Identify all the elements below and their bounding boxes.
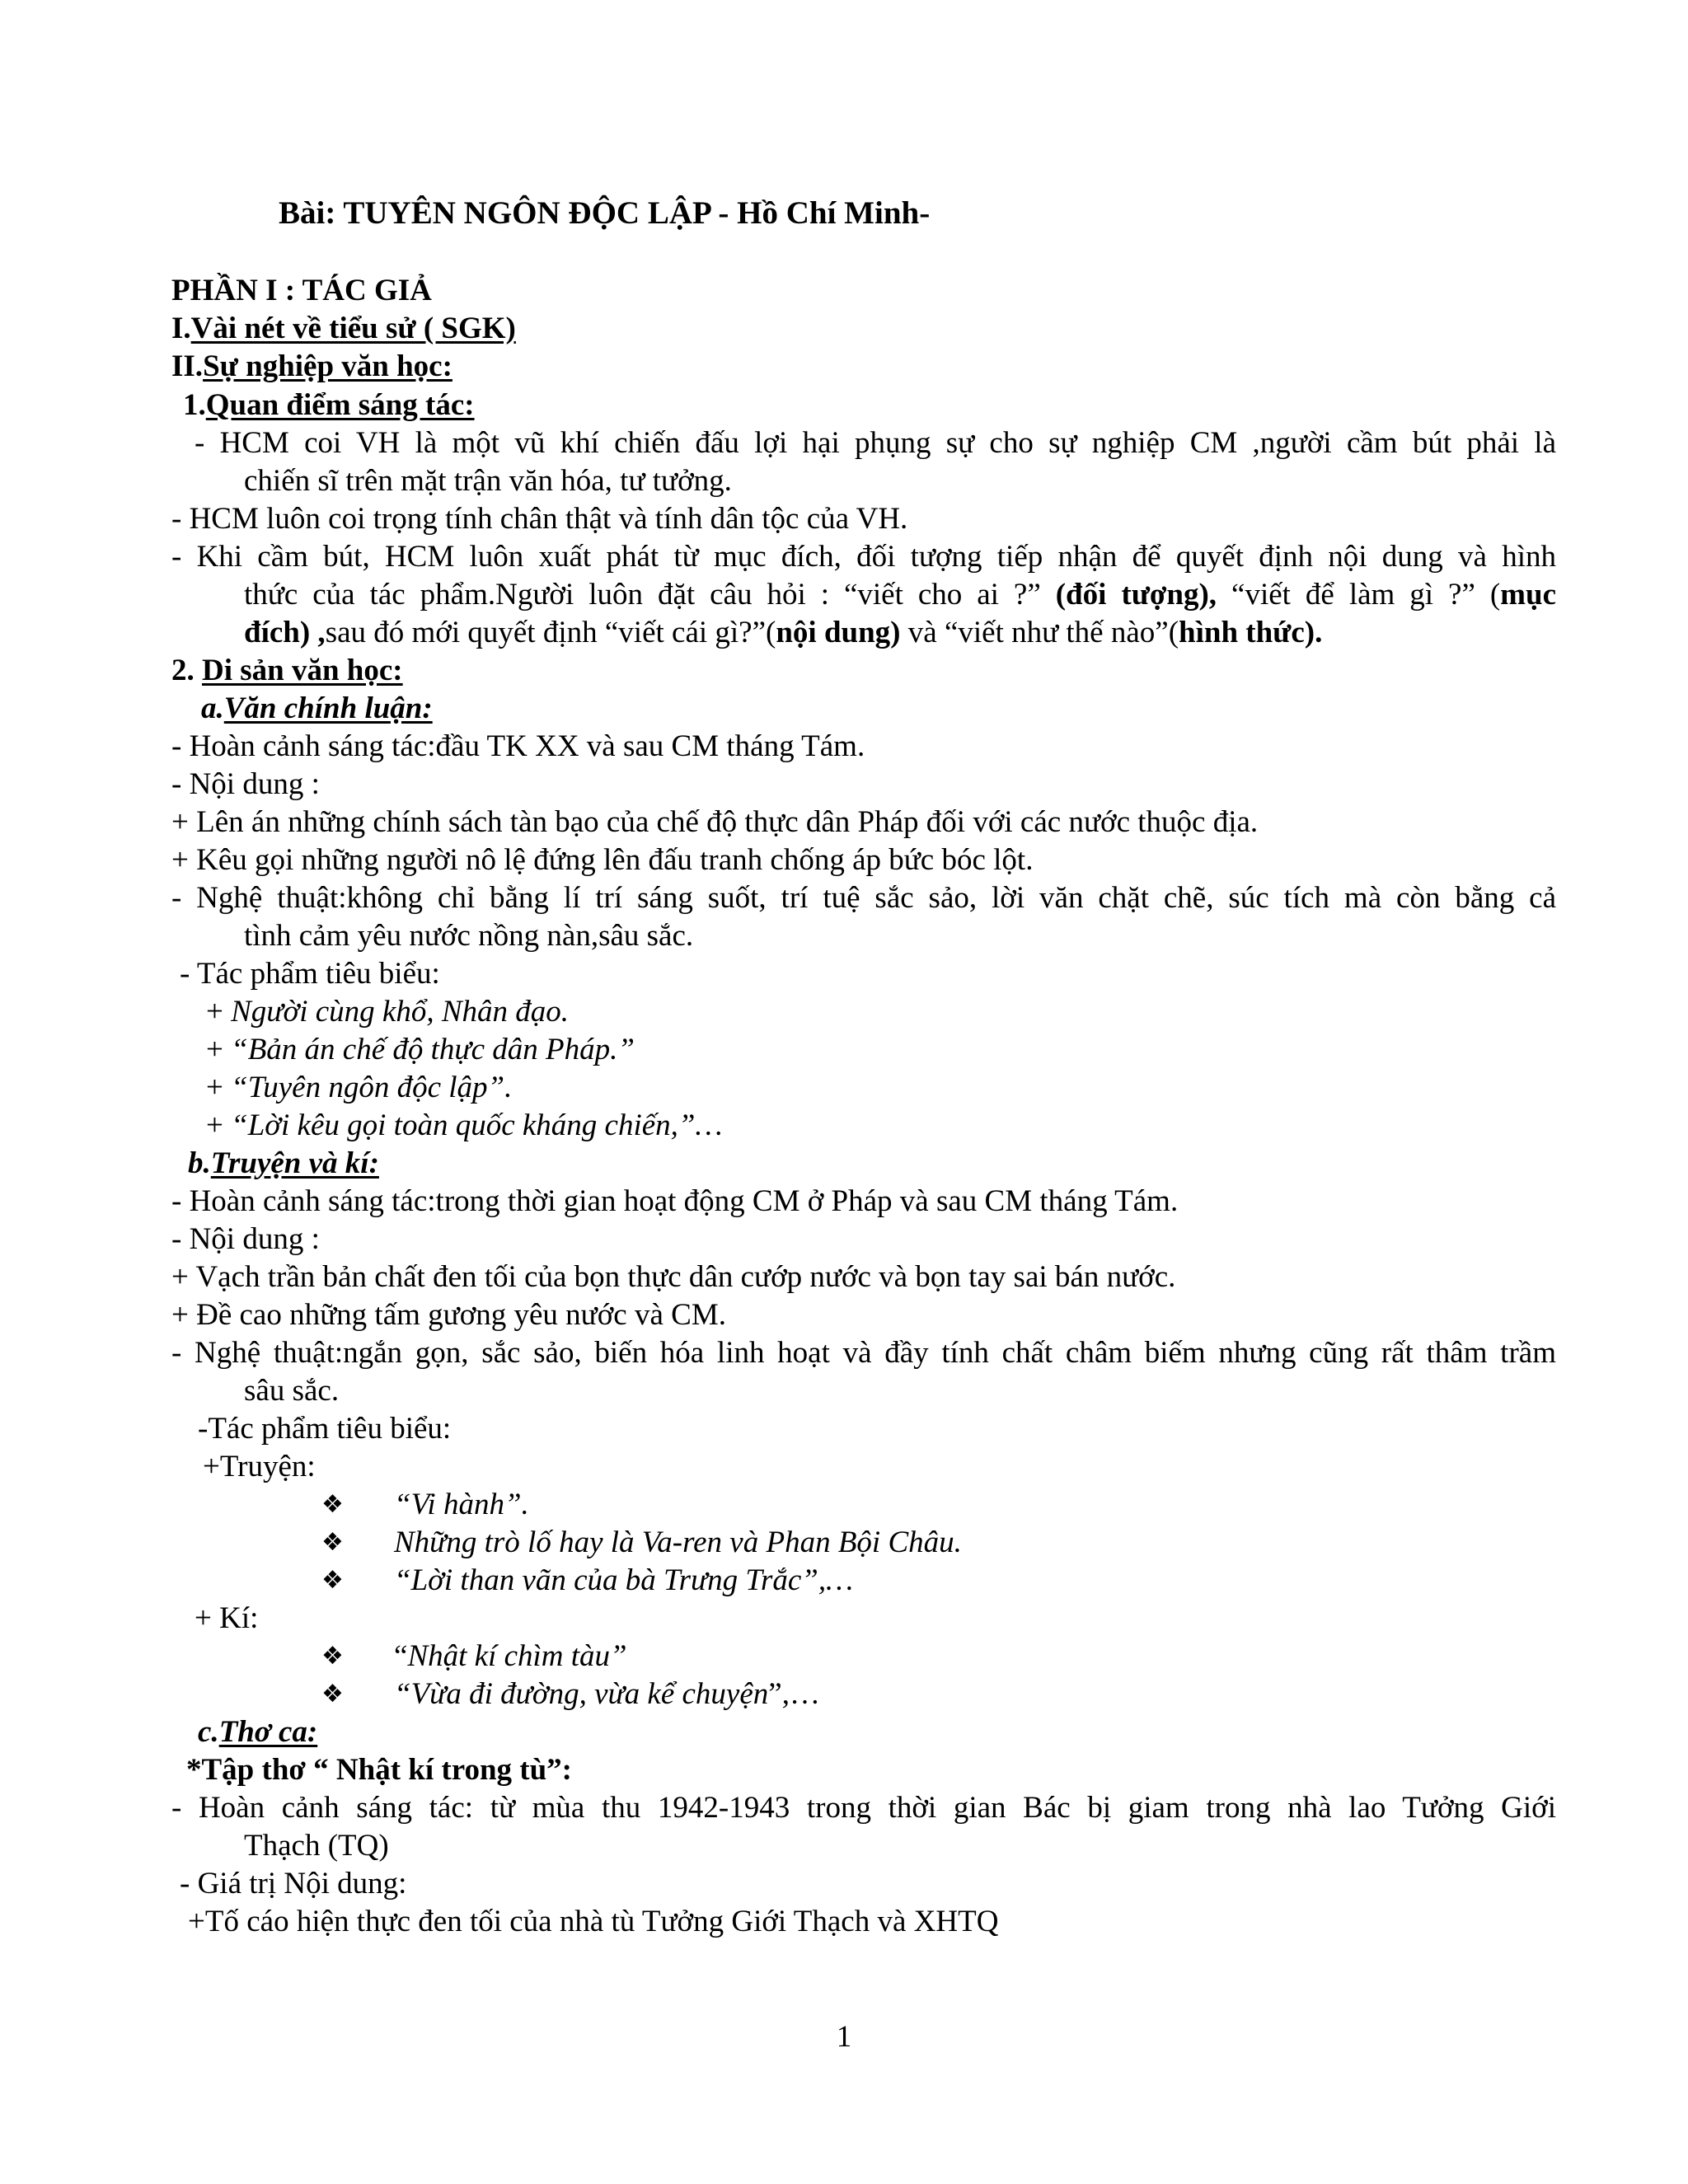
paragraph-line: - Tác phẩm tiêu biểu: bbox=[180, 957, 440, 991]
paragraph-line: - Khi cầm bút, HCM luôn xuất phát từ mục đích, đối tượng tiếp nhận để quyết định nội dung và hình bbox=[171, 540, 1556, 574]
paragraph-line: - Hoàn cảnh sáng tác: từ mùa thu 1942-1943 trong thời gian Bác bị giam trong nhà lao Tưởng Giới bbox=[171, 1791, 1556, 1825]
diamond-bullet-icon: ❖ bbox=[321, 1490, 344, 1519]
list-item: “Vừa đi đường, vừa kể chuyện”,… bbox=[394, 1677, 820, 1711]
paragraph-line: - HCM luôn coi trọng tính chân thật và tính dân tộc của VH. bbox=[171, 502, 908, 536]
list-item: “Vi hành”. bbox=[394, 1488, 529, 1521]
paragraph-line: + Kí: bbox=[195, 1601, 259, 1635]
paragraph-line: - Giá trị Nội dung: bbox=[180, 1867, 407, 1900]
subsection-heading-a: a.Văn chính luận: bbox=[201, 691, 433, 725]
list-item: “Lời than vãn của bà Trưng Trắc”,… bbox=[394, 1563, 854, 1597]
diamond-bullet-icon: ❖ bbox=[321, 1680, 344, 1708]
paragraph-line: + Lên án những chính sách tàn bạo của chế độ thực dân Pháp đối với các nước thuộc địa. bbox=[171, 805, 1259, 839]
list-item: Những trò lố hay là Va-ren và Phan Bội Châu. bbox=[394, 1526, 962, 1559]
paragraph-line: - Nội dung : bbox=[171, 1222, 320, 1256]
subsection-heading-c: c.Thơ ca: bbox=[198, 1715, 318, 1749]
paragraph-line: đích) ,sau đó mới quyết định “viết cái gì?”(nội dung) và “viết như thế nào”(hình thức). bbox=[244, 616, 1323, 649]
list-item: + “Bản án chế độ thực dân Pháp.” bbox=[206, 1033, 635, 1066]
list-item: + “Tuyên ngôn độc lập”. bbox=[206, 1071, 513, 1104]
paragraph-line: sâu sắc. bbox=[244, 1374, 340, 1408]
paragraph-line: +Truyện: bbox=[203, 1450, 316, 1483]
section-heading-1: I.Vài nét về tiểu sử ( SGK) bbox=[171, 312, 516, 345]
paragraph-line: Thạch (TQ) bbox=[244, 1829, 389, 1863]
paragraph-line: tình cảm yêu nước nồng nàn,sâu sắc. bbox=[244, 919, 694, 953]
diamond-bullet-icon: ❖ bbox=[321, 1642, 344, 1671]
collection-heading: *Tập thơ “ Nhật kí trong tù”: bbox=[186, 1753, 572, 1787]
diamond-bullet-icon: ❖ bbox=[321, 1566, 344, 1595]
paragraph-line: - Hoàn cảnh sáng tác:đầu TK XX và sau CM tháng Tám. bbox=[171, 729, 865, 763]
document-title: Bài: TUYÊN NGÔN ĐỘC LẬP - Hồ Chí Minh- bbox=[279, 195, 931, 231]
page-number: 1 bbox=[836, 2020, 852, 2054]
paragraph-line: + Đề cao những tấm gương yêu nước và CM. bbox=[171, 1298, 726, 1332]
list-item: + “Lời kêu gọi toàn quốc kháng chiến,”… bbox=[206, 1108, 723, 1142]
paragraph-line: - Nội dung : bbox=[171, 767, 320, 801]
paragraph-line: +Tố cáo hiện thực đen tối của nhà tù Tưởng Giới Thạch và XHTQ bbox=[188, 1905, 999, 1938]
list-item: “Nhật kí chìm tàu” bbox=[394, 1639, 627, 1673]
diamond-bullet-icon: ❖ bbox=[321, 1528, 344, 1557]
subsection-heading-1: 1.Quan điểm sáng tác: bbox=[183, 388, 475, 422]
paragraph-line: + Vạch trần bản chất đen tối của bọn thực dân cướp nước và bọn tay sai bán nước. bbox=[171, 1260, 1176, 1294]
list-item: + Người cùng khổ, Nhân đạo. bbox=[206, 995, 570, 1029]
paragraph-line: - Hoàn cảnh sáng tác:trong thời gian hoạt động CM ở Pháp và sau CM tháng Tám. bbox=[171, 1184, 1179, 1218]
paragraph-line: -Tác phẩm tiêu biểu: bbox=[198, 1412, 452, 1446]
part-heading: PHẦN I : TÁC GIẢ bbox=[171, 274, 432, 307]
section-heading-2: II.Sự nghiệp văn học: bbox=[171, 349, 452, 383]
paragraph-line: - Nghệ thuật:ngắn gọn, sắc sảo, biến hóa linh hoạt và đầy tính chất châm biếm nhưng cũng rất thâm trầm bbox=[171, 1336, 1556, 1370]
paragraph-line: thức của tác phẩm.Người luôn đặt câu hỏi : “viết cho ai ?” (đối tượng), “viết để làm gì ?” (mục bbox=[244, 578, 1556, 612]
paragraph-line: + Kêu gọi những người nô lệ đứng lên đấu tranh chống áp bức bóc lột. bbox=[171, 843, 1034, 877]
paragraph-line: - HCM coi VH là một vũ khí chiến đấu lợi hại phụng sự cho sự nghiệp CM ,người cầm bút phải là bbox=[195, 426, 1556, 460]
paragraph-line: chiến sĩ trên mặt trận văn hóa, tư tưởng. bbox=[244, 464, 732, 498]
paragraph-line: - Nghệ thuật:không chỉ bằng lí trí sáng suốt, trí tuệ sắc sảo, lời văn chặt chẽ, súc tích mà còn bằng cả bbox=[171, 881, 1556, 915]
subsection-heading-2: 2. Di sản văn học: bbox=[171, 654, 403, 687]
subsection-heading-b: b.Truyện và kí: bbox=[188, 1146, 379, 1180]
